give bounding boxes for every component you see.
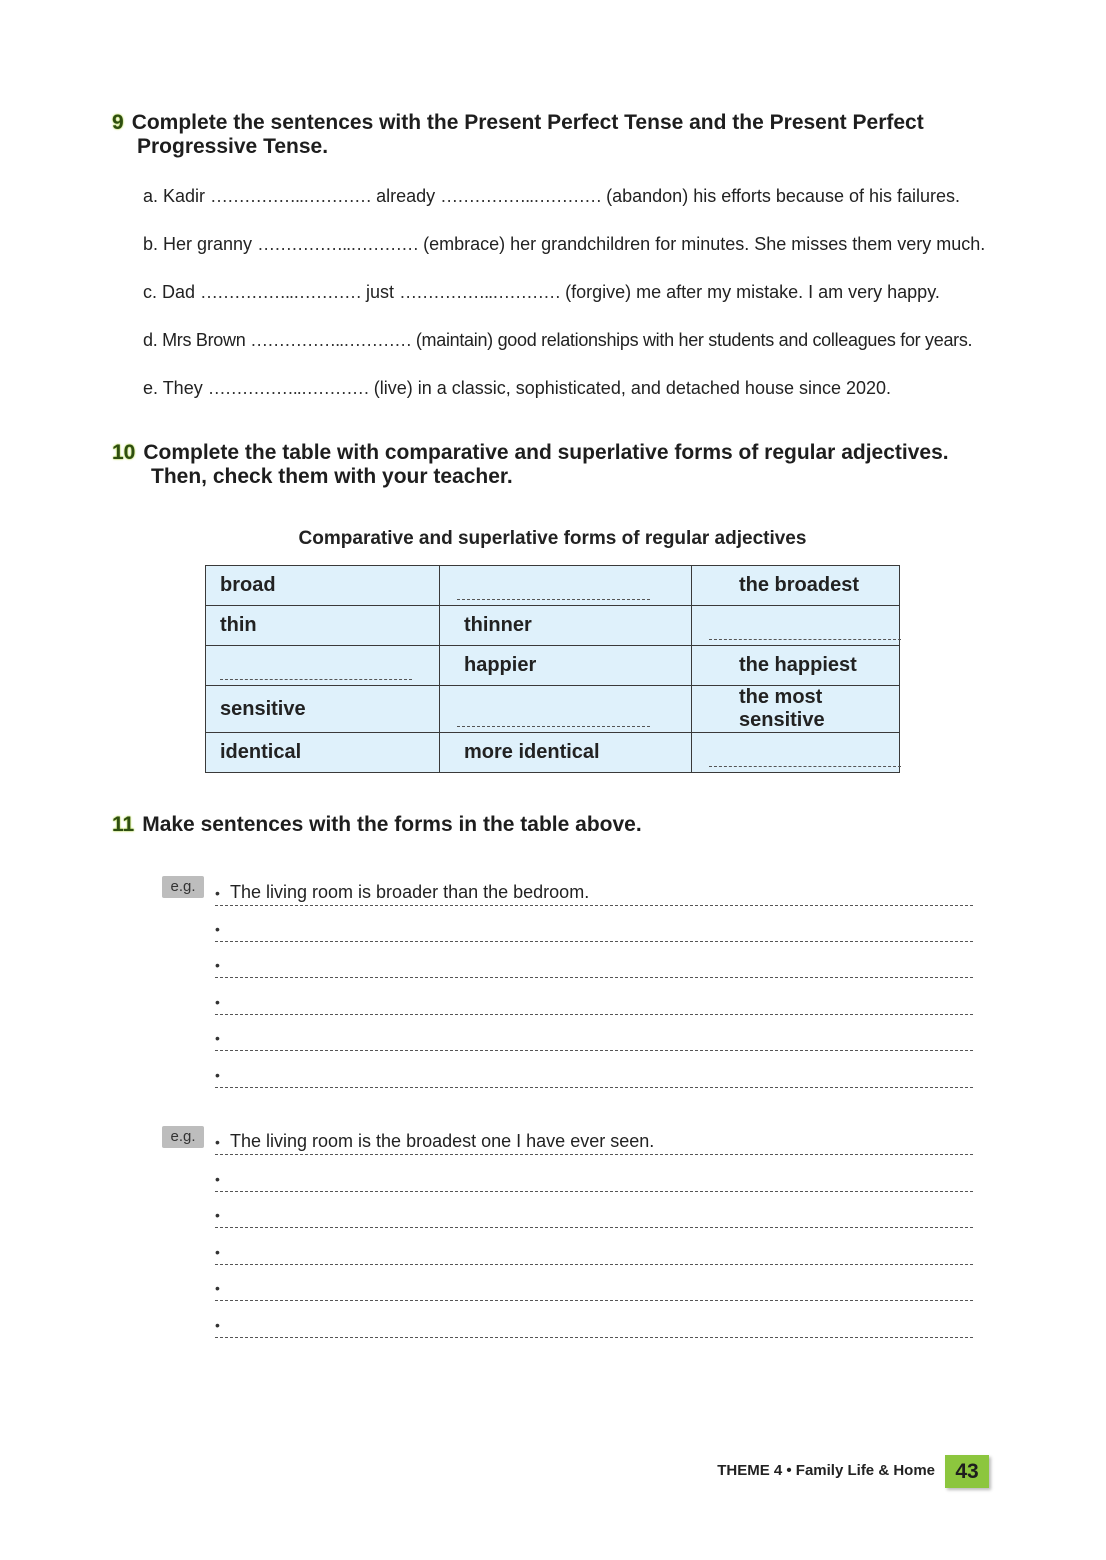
sentence-b [143, 234, 985, 255]
table-cell-blank[interactable] [440, 686, 692, 733]
answer-blank[interactable]: ……………..………… [200, 282, 362, 302]
table-cell: identical [206, 733, 440, 773]
exercise-number: 11 [112, 813, 135, 836]
table-cell: the happiest [692, 646, 900, 686]
bullet: • [215, 1134, 220, 1150]
writing-line[interactable] [215, 1014, 973, 1051]
sentence-text: just [361, 282, 400, 302]
exercise-number: 9 [112, 111, 124, 134]
table-cell-blank[interactable] [692, 606, 900, 646]
writing-line[interactable] [215, 1191, 973, 1228]
sentence-text: (embrace) her grandchildren for minutes. She misses them very much. [418, 234, 986, 254]
table-cell-blank[interactable] [440, 566, 692, 606]
sentence-e [143, 378, 891, 399]
bullet: • [215, 1317, 220, 1333]
bullet: • [215, 1207, 220, 1223]
answer-blank[interactable]: ……………..………… [257, 234, 419, 254]
sentence-text: (abandon) his efforts because of his failures. [601, 186, 960, 206]
bullet: • [215, 1244, 220, 1260]
example-sentence: The living room is the broadest one I have ever seen. [230, 1131, 655, 1151]
answer-blank[interactable]: ……………..………… [207, 378, 369, 398]
sentence-text: d. Mrs Brown [143, 330, 251, 350]
example-label: e.g. [162, 876, 204, 898]
writing-line[interactable] [215, 1118, 973, 1155]
table-row [206, 646, 900, 686]
answer-blank[interactable] [457, 599, 650, 600]
answer-blank[interactable] [220, 679, 412, 680]
answer-blank[interactable] [709, 766, 901, 767]
bullet: • [215, 885, 220, 901]
answer-blank[interactable]: ……………..………… [440, 186, 602, 206]
answer-blank[interactable]: ……………..………… [399, 282, 561, 302]
sentence-text: already [371, 186, 441, 206]
table-cell: sensitive [206, 686, 440, 733]
writing-line[interactable] [215, 905, 973, 942]
bullet: • [215, 1067, 220, 1083]
sentence-text: (maintain) good relationships with her students and colleagues for years. [411, 330, 973, 350]
bullet: • [215, 1171, 220, 1187]
exercise-instruction: Complete the sentences with the Present Perfect Tense and the Present Perfect [131, 111, 924, 134]
writing-line[interactable] [215, 869, 973, 906]
writing-line[interactable] [215, 1228, 973, 1265]
sentence-text: c. Dad [143, 282, 201, 302]
exercise-instruction: Make sentences with the forms in the table above. [142, 813, 642, 836]
writing-line[interactable] [215, 978, 973, 1015]
answer-blank[interactable] [709, 639, 901, 640]
writing-line[interactable] [215, 1155, 973, 1192]
adjective-table [205, 565, 900, 773]
sentence-c [143, 282, 940, 303]
answer-blank[interactable]: ……………..………… [210, 186, 372, 206]
exercise-instruction: Complete the table with comparative and superlative forms of regular adjectives. [143, 441, 949, 464]
table-row [206, 733, 900, 773]
sentence-d [143, 330, 972, 351]
table-cell: the broadest [692, 566, 900, 606]
table-title: Comparative and superlative forms of regular adjectives [298, 528, 807, 549]
table-row [206, 686, 900, 733]
table-cell: broad [206, 566, 440, 606]
exercise-11-heading [112, 813, 642, 837]
sentence-a [143, 186, 960, 207]
sentence-text: (forgive) me after my mistake. I am very happy. [560, 282, 940, 302]
example-label: e.g. [162, 1126, 204, 1148]
theme-label: THEME 4 • Family Life & Home [717, 1462, 935, 1479]
exercise-number: 10 [112, 441, 136, 464]
writing-line[interactable] [215, 941, 973, 978]
table-row [206, 606, 900, 646]
example-sentence: The living room is broader than the bedroom. [230, 882, 590, 902]
table-cell: thin [206, 606, 440, 646]
sentence-text: e. They [143, 378, 208, 398]
sentence-text: b. Her granny [143, 234, 258, 254]
exercise-instruction-cont: Then, check them with your teacher. [151, 465, 513, 488]
page-number: 43 [945, 1455, 989, 1488]
bullet: • [215, 994, 220, 1010]
table-cell: thinner [440, 606, 692, 646]
exercise-instruction-cont: Progressive Tense. [137, 135, 329, 158]
bullet: • [215, 957, 220, 973]
bullet: • [215, 921, 220, 937]
table-cell: happier [440, 646, 692, 686]
sentence-text: (live) in a classic, sophisticated, and detached house since 2020. [368, 378, 892, 398]
bullet: • [215, 1280, 220, 1296]
exercise-10-heading [112, 441, 949, 489]
writing-line[interactable] [215, 1051, 973, 1088]
writing-line[interactable] [215, 1264, 973, 1301]
table-cell-blank[interactable] [692, 733, 900, 773]
bullet: • [215, 1030, 220, 1046]
table-cell: the most sensitive [692, 686, 900, 733]
sentence-text: a. Kadir [143, 186, 211, 206]
table-row [206, 566, 900, 606]
table-cell-blank[interactable] [206, 646, 440, 686]
table-cell: more identical [440, 733, 692, 773]
exercise-9-heading [112, 111, 924, 159]
writing-line[interactable] [215, 1301, 973, 1338]
answer-blank[interactable]: ……………..………… [250, 330, 412, 350]
answer-blank[interactable] [457, 726, 650, 727]
